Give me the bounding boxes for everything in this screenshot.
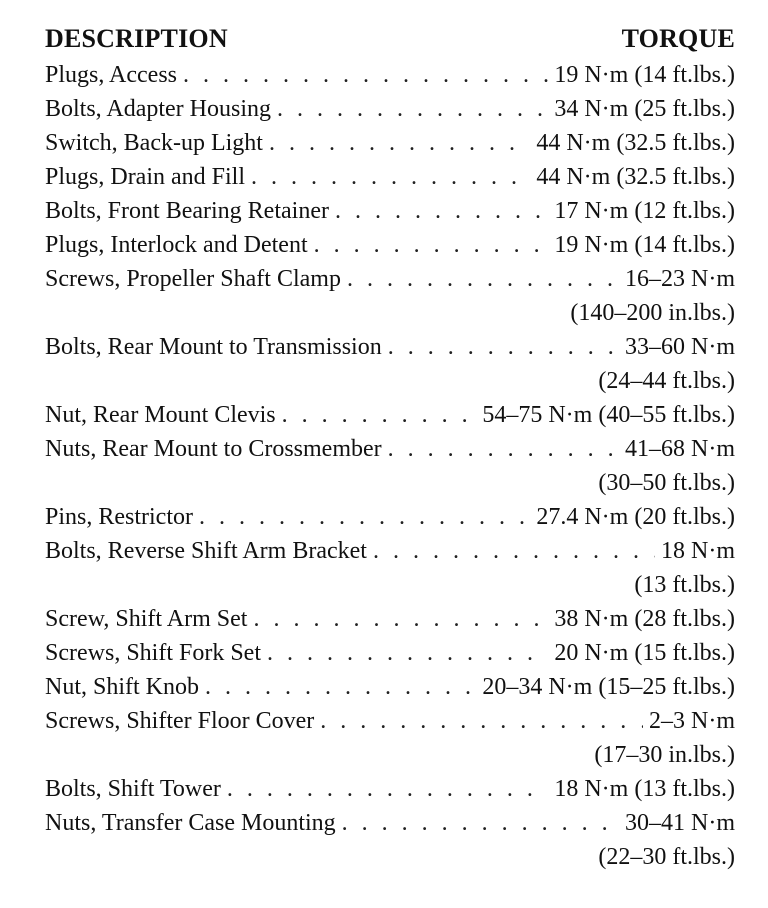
row-description: Bolts, Rear Mount to Transmission <box>45 334 382 360</box>
row-torque: 18 N·m (13 ft.lbs.) <box>554 776 735 802</box>
dot-leader <box>267 636 548 670</box>
torque-specification-table <box>45 24 735 874</box>
row-description: Plugs, Drain and Fill <box>45 164 246 190</box>
row-torque: 17 N·m (12 ft.lbs.) <box>554 198 735 224</box>
row-description: Bolts, Reverse Shift Arm Bracket <box>45 538 367 564</box>
table-row <box>45 126 735 160</box>
row-torque: 41–68 N·m <box>625 436 735 462</box>
table-row <box>45 58 735 92</box>
row-description: Pins, Restrictor <box>45 504 193 530</box>
row-description: Screws, Shift Fork Set <box>45 640 261 666</box>
torque-column-header: TORQUE <box>621 24 735 53</box>
dot-leader <box>227 772 548 806</box>
table-header <box>45 24 735 58</box>
row-main-line <box>45 432 735 466</box>
row-torque: 34 N·m (25 ft.lbs.) <box>554 96 735 122</box>
row-torque: 16–23 N·m <box>625 266 735 292</box>
table-row <box>45 670 735 704</box>
row-main-line <box>45 262 735 296</box>
row-description: Plugs, Access <box>45 62 177 88</box>
table-row <box>45 228 735 262</box>
table-row <box>45 704 735 772</box>
row-torque: 30–41 N·m <box>625 810 735 836</box>
row-description: Screws, Propeller Shaft Clamp <box>45 266 341 292</box>
row-main-line <box>45 772 735 806</box>
dot-leader <box>282 398 477 432</box>
row-description: Screws, Shifter Floor Cover <box>45 708 315 734</box>
row-torque: 54–75 N·m (40–55 ft.lbs.) <box>482 402 735 428</box>
table-row <box>45 602 735 636</box>
row-description: Switch, Back-up Light <box>45 130 263 156</box>
table-row <box>45 160 735 194</box>
row-main-line <box>45 500 735 534</box>
row-main-line <box>45 704 735 738</box>
row-description: Nut, Shift Knob <box>45 674 200 700</box>
row-torque: 19 N·m (14 ft.lbs.) <box>554 62 735 88</box>
row-main-line <box>45 806 735 840</box>
row-main-line <box>45 92 735 126</box>
description-column-header: DESCRIPTION <box>45 24 228 53</box>
dot-leader <box>269 126 530 160</box>
dot-leader <box>388 432 619 466</box>
table-row <box>45 92 735 126</box>
dot-leader <box>199 500 530 534</box>
row-torque-continuation: (22–30 ft.lbs.) <box>598 844 735 870</box>
dot-leader <box>251 160 530 194</box>
row-main-line <box>45 636 735 670</box>
row-description: Screw, Shift Arm Set <box>45 606 248 632</box>
table-row <box>45 432 735 500</box>
table-row <box>45 330 735 398</box>
row-main-line <box>45 160 735 194</box>
table-row <box>45 500 735 534</box>
row-description: Bolts, Front Bearing Retainer <box>45 198 329 224</box>
dot-leader <box>183 58 548 92</box>
row-description: Nuts, Transfer Case Mounting <box>45 810 336 836</box>
row-torque: 44 N·m (32.5 ft.lbs.) <box>536 130 735 156</box>
dot-leader <box>388 330 619 364</box>
row-main-line <box>45 228 735 262</box>
row-description: Bolts, Shift Tower <box>45 776 221 802</box>
dot-leader <box>373 534 655 568</box>
row-main-line <box>45 670 735 704</box>
table-row <box>45 398 735 432</box>
row-torque-continuation: (24–44 ft.lbs.) <box>598 368 735 394</box>
row-torque: 44 N·m (32.5 ft.lbs.) <box>536 164 735 190</box>
row-description: Bolts, Adapter Housing <box>45 96 271 122</box>
row-torque-continuation: (140–200 in.lbs.) <box>570 300 735 326</box>
row-torque: 20–34 N·m (15–25 ft.lbs.) <box>482 674 735 700</box>
table-body <box>45 58 735 874</box>
row-description: Nut, Rear Mount Clevis <box>45 402 276 428</box>
dot-leader <box>320 704 643 738</box>
dot-leader <box>342 806 619 840</box>
row-torque: 38 N·m (28 ft.lbs.) <box>554 606 735 632</box>
row-torque: 18 N·m <box>661 538 735 564</box>
row-torque-continuation: (13 ft.lbs.) <box>634 572 735 598</box>
dot-leader <box>205 670 476 704</box>
table-row <box>45 262 735 330</box>
row-torque: 19 N·m (14 ft.lbs.) <box>554 232 735 258</box>
table-row <box>45 772 735 806</box>
row-torque-continuation: (30–50 ft.lbs.) <box>598 470 735 496</box>
row-main-line <box>45 126 735 160</box>
table-row <box>45 806 735 874</box>
row-torque-continuation: (17–30 in.lbs.) <box>594 742 735 768</box>
dot-leader <box>335 194 548 228</box>
row-torque: 33–60 N·m <box>625 334 735 360</box>
row-main-line <box>45 194 735 228</box>
row-torque: 27.4 N·m (20 ft.lbs.) <box>536 504 735 530</box>
table-row <box>45 636 735 670</box>
row-torque: 2–3 N·m <box>649 708 735 734</box>
dot-leader <box>314 228 549 262</box>
table-row <box>45 534 735 602</box>
dot-leader <box>347 262 619 296</box>
dot-leader <box>253 602 548 636</box>
dot-leader <box>277 92 548 126</box>
table-row <box>45 194 735 228</box>
row-main-line <box>45 58 735 92</box>
row-main-line <box>45 330 735 364</box>
row-main-line <box>45 534 735 568</box>
row-description: Nuts, Rear Mount to Crossmember <box>45 436 382 462</box>
row-main-line <box>45 398 735 432</box>
row-description: Plugs, Interlock and Detent <box>45 232 308 258</box>
row-main-line <box>45 602 735 636</box>
row-torque: 20 N·m (15 ft.lbs.) <box>554 640 735 666</box>
